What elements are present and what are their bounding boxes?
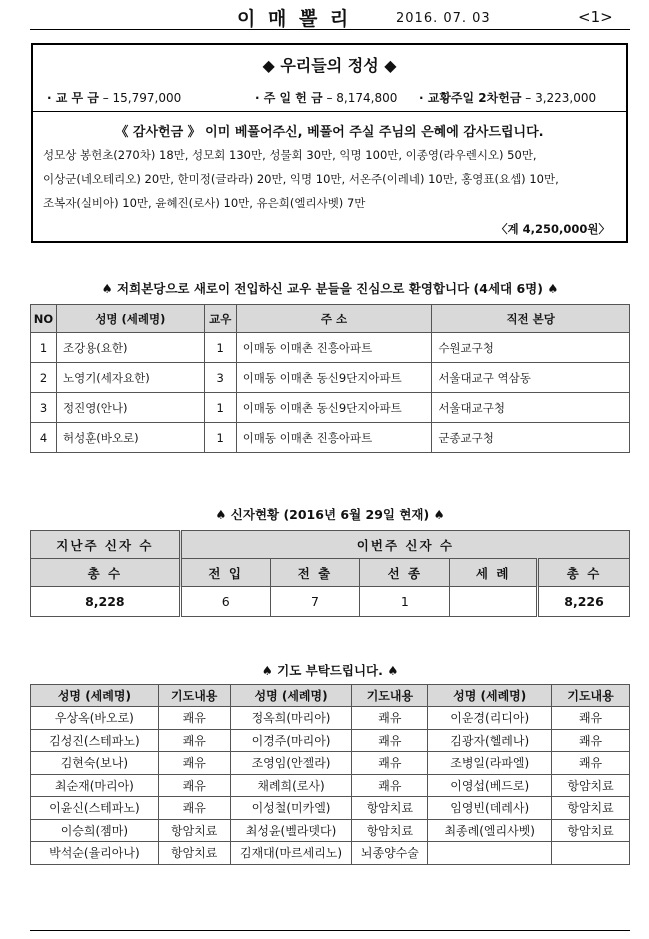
prayers-table [30, 684, 630, 865]
col-header: 전 입 [180, 559, 270, 587]
footer-divider [30, 930, 630, 931]
cell-name: 이승희(젬마) [31, 819, 159, 842]
table-row [31, 797, 630, 820]
table-header-row [31, 531, 630, 559]
cell-name: 이영섭(베드로) [428, 774, 552, 797]
col-header: 전 출 [270, 559, 360, 587]
thanks-line: 조복자(실비아) 10만, 윤혜진(로사) 10만, 유은희(엘리사벳) 7만 [43, 196, 366, 210]
cell-name: 임영빈(데레사) [428, 797, 552, 820]
cell-intention: 쾌유 [158, 797, 230, 820]
cell-address: 이매동 이매촌 진흥아파트 [236, 423, 432, 453]
cell-intention: 항암치료 [552, 819, 630, 842]
cell-intention: 쾌유 [352, 774, 428, 797]
col-header: 교우 [204, 305, 236, 333]
col-header: 성명 (세례명) [56, 305, 204, 333]
cell-name: 김현숙(보나) [31, 752, 159, 775]
cell-no: 3 [31, 393, 57, 423]
cell-count: 3 [204, 363, 236, 393]
table-row [31, 423, 630, 453]
col-header: 기도내용 [158, 685, 230, 707]
offerings-box [31, 43, 628, 243]
cell-intention: 항암치료 [552, 774, 630, 797]
cell-name: 노영기(세자요한) [56, 363, 204, 393]
thanks-line: 성모상 봉헌초(270차) 18만, 성모회 130만, 성물회 30만, 익명 100만, 이종영(라우렌시오) 50만, [43, 148, 537, 162]
cell-name: 최성윤(벨라뎃다) [230, 819, 352, 842]
cell-name: 박석순(율리아나) [31, 842, 159, 865]
cell-intention: 쾌유 [552, 752, 630, 775]
cell-name: 김광자(헬레나) [428, 729, 552, 752]
cell-name: 이성철(미카엘) [230, 797, 352, 820]
cell-parish: 서울대교구 역삼동 [432, 363, 630, 393]
cell-name: 조병일(라파엘) [428, 752, 552, 775]
cell-intention: 항암치료 [352, 797, 428, 820]
col-header: 총 수 [31, 559, 181, 587]
cell-name: 김재대(마르세리노) [230, 842, 352, 865]
table-row [31, 819, 630, 842]
cell-no: 1 [31, 333, 57, 363]
table-header-row [31, 685, 630, 707]
page-header [30, 4, 630, 30]
cell-intention: 쾌유 [352, 752, 428, 775]
thanks-title: 《 감사헌금 》 이미 베풀어주신, 베풀어 주실 주님의 은혜에 감사드립니다. [115, 125, 544, 140]
cell-name: 채례희(로사) [230, 774, 352, 797]
table-row [31, 729, 630, 752]
col-header: NO [31, 305, 57, 333]
cell-no: 2 [31, 363, 57, 393]
cell-intention: 쾌유 [552, 707, 630, 730]
table-header-row [31, 559, 630, 587]
cell-name: 최종례(엘리사벳) [428, 819, 552, 842]
col-header: 성명 (세례명) [230, 685, 352, 707]
cell-name: 이윤신(스테파노) [31, 797, 159, 820]
header-divider [30, 29, 630, 30]
census-table [30, 530, 630, 617]
cell-parish: 군종교구청 [432, 423, 630, 453]
cell-name: 김성진(스테파노) [31, 729, 159, 752]
col-header: 세 례 [450, 559, 538, 587]
cell-count: 1 [204, 423, 236, 453]
cell-address: 이매동 이매촌 동신9단지아파트 [236, 363, 432, 393]
cell-name [428, 842, 552, 865]
col-header: 성명 (세례명) [31, 685, 159, 707]
col-header: 주 소 [236, 305, 432, 333]
col-header: 성명 (세례명) [428, 685, 552, 707]
col-header: 기도내용 [552, 685, 630, 707]
table-row [31, 774, 630, 797]
sum-item-sunday: · 주 일 헌 금 – 8,174,800 [255, 91, 398, 105]
cell-transfer-out: 7 [270, 587, 360, 617]
cell-intention: 항암치료 [158, 842, 230, 865]
bulletin-title: 이 매 뽈 리 [237, 8, 352, 30]
page-number: <1> [578, 8, 613, 26]
table-row [31, 393, 630, 423]
cell-count: 1 [204, 393, 236, 423]
table-row [31, 842, 630, 865]
cell-parish: 서울대교구청 [432, 393, 630, 423]
sum-item-papal: · 교황주일 2차헌금 – 3,223,000 [419, 91, 597, 105]
prayers-title: ♠ 기도 부탁드립니다. ♠ [261, 663, 399, 678]
table-row [31, 333, 630, 363]
col-header: 선 종 [360, 559, 450, 587]
offering-sums [33, 89, 626, 109]
thanks-line: 이상군(네오테리오) 20만, 한미정(글라라) 20만, 익명 10만, 서온주(이레네) 10만, 홍영표(요셉) 10만, [43, 172, 559, 186]
sum-item-gyomugeum: · 교 무 금 – 15,797,000 [47, 91, 182, 105]
this-week-header: 이번주 신자 수 [180, 531, 629, 559]
offerings-divider [33, 111, 626, 112]
cell-address: 이매동 이매촌 동신9단지아파트 [236, 393, 432, 423]
last-week-header: 지난주 신자 수 [31, 531, 181, 559]
table-row [31, 363, 630, 393]
cell-intention: 항암치료 [352, 819, 428, 842]
cell-intention [552, 842, 630, 865]
col-header: 총 수 [538, 559, 630, 587]
cell-name: 조영임(안젤라) [230, 752, 352, 775]
offerings-title: ◆ 우리들의 정성 ◆ [262, 56, 397, 75]
cell-name: 정옥희(마리아) [230, 707, 352, 730]
bulletin-date: 2016. 07. 03 [396, 11, 491, 26]
this-total: 8,226 [538, 587, 630, 617]
cell-name: 정진영(안나) [56, 393, 204, 423]
thanks-total: 〈계 4,250,000원〉 [496, 222, 610, 236]
cell-name: 우상옥(바오로) [31, 707, 159, 730]
table-row [31, 707, 630, 730]
newcomers-table [30, 304, 630, 453]
cell-intention: 쾌유 [158, 752, 230, 775]
table-header-row [31, 305, 630, 333]
last-total: 8,228 [31, 587, 181, 617]
cell-name: 조강용(요한) [56, 333, 204, 363]
cell-intention: 쾌유 [552, 729, 630, 752]
cell-intention: 쾌유 [352, 707, 428, 730]
cell-intention: 쾌유 [158, 774, 230, 797]
cell-intention: 쾌유 [158, 707, 230, 730]
cell-deceased: 1 [360, 587, 450, 617]
cell-name: 최순재(마리아) [31, 774, 159, 797]
table-row [31, 587, 630, 617]
cell-intention: 쾌유 [352, 729, 428, 752]
cell-name: 이경주(마리아) [230, 729, 352, 752]
cell-no: 4 [31, 423, 57, 453]
cell-name: 이운경(리디아) [428, 707, 552, 730]
cell-intention: 뇌종양수술 [352, 842, 428, 865]
cell-intention: 쾌유 [158, 729, 230, 752]
col-header: 기도내용 [352, 685, 428, 707]
census-title: ♠ 신자현황 (2016년 6월 29일 현재) ♠ [215, 507, 445, 522]
cell-transfer-in: 6 [180, 587, 270, 617]
newcomers-title: ♠ 저희본당으로 새로이 전입하신 교우 분들을 진심으로 환영합니다 (4세대 6명) ♠ [101, 281, 559, 296]
cell-parish: 수원교구청 [432, 333, 630, 363]
cell-intention: 항암치료 [158, 819, 230, 842]
cell-intention: 항암치료 [552, 797, 630, 820]
cell-baptism [450, 587, 538, 617]
cell-address: 이매동 이매촌 진흥아파트 [236, 333, 432, 363]
cell-name: 허성훈(바오로) [56, 423, 204, 453]
table-row [31, 752, 630, 775]
col-header: 직전 본당 [432, 305, 630, 333]
cell-count: 1 [204, 333, 236, 363]
